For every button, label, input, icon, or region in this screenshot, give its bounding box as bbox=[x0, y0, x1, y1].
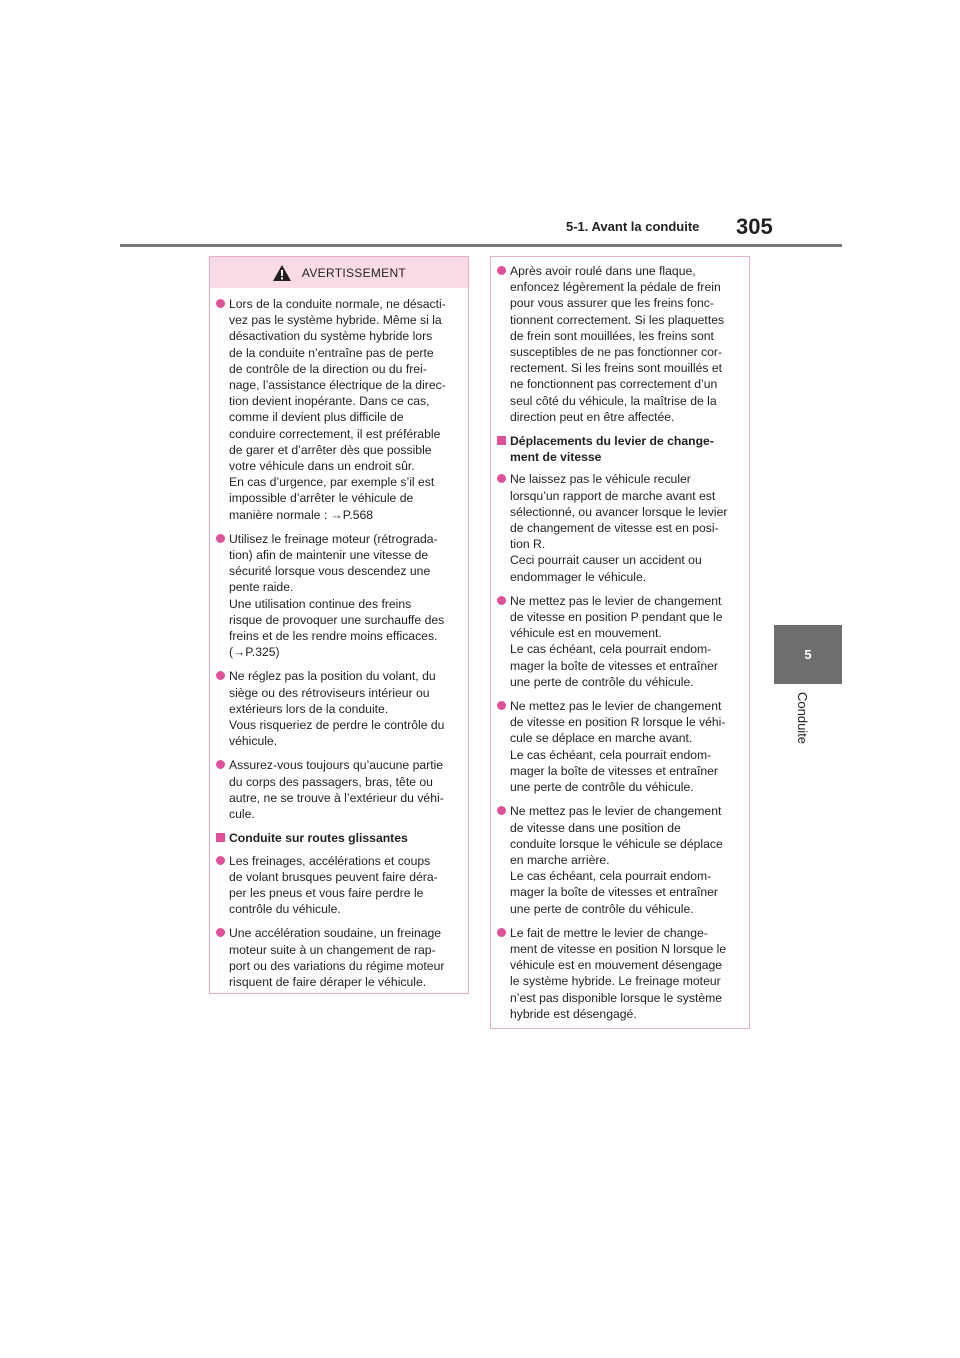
chapter-number: 5 bbox=[804, 647, 812, 662]
item-text: Ne mettez pas le levier de changement de vitesse dans une position de conduite lorsque le véhicule se déplace en marche arrière. Le cas échéant, cela pourrait endom- mager la boîte de vitesses et entraîner une perte de contrôle du véhicule. bbox=[510, 804, 723, 916]
item-text: Les freinages, accélérations et coups de volant brusques peuvent faire déra- per les pneus et vous faire perdre le contrôle du véhicule. bbox=[229, 853, 438, 917]
round-bullet-icon bbox=[216, 534, 225, 543]
warning-title: AVERTISSEMENT bbox=[301, 265, 407, 280]
square-bullet-icon bbox=[216, 833, 225, 842]
item-text: Ne mettez pas le levier de changement de vitesse en position P pendant que le véhicule est en mouvement. Le cas échéant, cela pourrait endom- mager la boîte de vitesses et entraîner une perte de contrôle du véhicule. bbox=[510, 593, 723, 689]
item-text: Ne mettez pas le levier de changement de vitesse en position R lorsque le véhi- cule se déplace en marche avant. Le cas échéant, cela pourrait endom- mager la boîte de vitesses et entraîner une perte de contrôle du véhicule. bbox=[510, 699, 726, 795]
item-text: Utilisez le freinage moteur (rétrograda- tion) afin de maintenir une vitesse de sécurité lorsque vous descendez une pente raide. Une utilisation continue des freins risque de provoquer une surchauffe des freins et de les rendre moins efficaces. (→P.325) bbox=[229, 531, 445, 660]
warning-box-right bbox=[490, 256, 750, 1029]
list-item bbox=[498, 803, 739, 916]
round-bullet-icon bbox=[497, 596, 506, 605]
warning-left-content bbox=[210, 288, 468, 990]
item-text: Une accélération soudaine, un freinage moteur suite à un changement de rap- port ou des variations du régime moteur risquent de faire déraper le véhicule. bbox=[229, 926, 445, 989]
list-item bbox=[498, 593, 739, 690]
round-bullet-icon bbox=[497, 806, 506, 815]
chapter-tab bbox=[774, 625, 842, 684]
item-text: Conduite sur routes glissantes bbox=[229, 831, 408, 846]
list-item bbox=[498, 263, 739, 425]
warning-right-content bbox=[491, 257, 749, 1022]
round-bullet-icon bbox=[216, 760, 225, 769]
item-text: Assurez-vous toujours qu’aucune partie du corps des passagers, bras, tête ou autre, ne se trouve à l’extérieur du véhi- cule. bbox=[229, 758, 444, 822]
item-text: Après avoir roulé dans une flaque, enfoncez légèrement la pédale de frein pour vous assurer que les freins fonc- tionnent correctement. Si les plaquettes de frein sont mouillées, les freins sont susceptibles de ne pas fonctionner cor- rectement. Si les freins sont mouillés et ne fonctionnent pas correctement d’un seul côté du véhicule, la maîtrise de la direction peut en être affectée. bbox=[510, 264, 725, 424]
list-item bbox=[498, 698, 739, 795]
section-title: 5-1. Avant la conduite bbox=[566, 219, 700, 234]
round-bullet-icon bbox=[216, 671, 225, 680]
list-item bbox=[498, 471, 739, 584]
round-bullet-icon bbox=[497, 474, 506, 483]
subheading bbox=[217, 830, 458, 846]
round-bullet-icon bbox=[216, 856, 225, 865]
header-rule bbox=[120, 244, 842, 247]
list-item bbox=[217, 757, 458, 822]
page-number: 305 bbox=[736, 214, 773, 239]
item-text: Déplacements du levier de change- ment de vitesse bbox=[510, 434, 714, 465]
item-text: Lors de la conduite normale, ne désacti- vez pas le système hybride. Même si la désactivation du système hybride lors de la conduite n’entraîne pas de perte de contrôle de la direction ou du frei- nage, l’assistance électrique de la direc- tion devient inopérante. Dans ce cas, comme il devient plus difficile de conduire correctement, il est préférable de garer et d’arrêter dès que possible votre véhicule dans un endroit sûr. En cas d’urgence, par exemple s’il est impossible d’arrêter le véhicule de manière normale : →P.568 bbox=[229, 297, 446, 522]
chapter-label: Conduite bbox=[795, 692, 810, 745]
round-bullet-icon bbox=[216, 928, 225, 937]
warning-triangle-icon bbox=[272, 264, 292, 282]
round-bullet-icon bbox=[216, 299, 225, 308]
round-bullet-icon bbox=[497, 701, 506, 710]
list-item bbox=[217, 531, 458, 661]
list-item bbox=[217, 853, 458, 918]
list-item bbox=[217, 668, 458, 749]
list-item bbox=[498, 925, 739, 1022]
list-item bbox=[217, 296, 458, 523]
square-bullet-icon bbox=[497, 436, 506, 445]
list-item bbox=[217, 925, 458, 990]
item-text: Ne réglez pas la position du volant, du siège ou des rétroviseurs intérieur ou extérieurs lors de la conduite. Vous risqueriez de perdre le contrôle du véhicule. bbox=[229, 669, 445, 749]
warning-box-left bbox=[209, 256, 469, 994]
round-bullet-icon bbox=[497, 928, 506, 937]
warning-header bbox=[210, 257, 468, 288]
chapter-label-container bbox=[775, 692, 835, 782]
item-text: Le fait de mettre le levier de change- ment de vitesse en position N lorsque le véhicule est en mouvement désengage le système hybride. Le freinage moteur n’est pas disponible lorsque le système hybride est désengagé. bbox=[510, 925, 727, 1021]
subheading bbox=[498, 433, 739, 465]
round-bullet-icon bbox=[497, 266, 506, 275]
item-text: Ne laissez pas le véhicule reculer lorsqu’un rapport de marche avant est sélectionné, ou avancer lorsque le levier de changement de vitesse est en posi- tion R. Ceci pourrait causer un accident ou endommager le véhicule. bbox=[510, 472, 728, 584]
